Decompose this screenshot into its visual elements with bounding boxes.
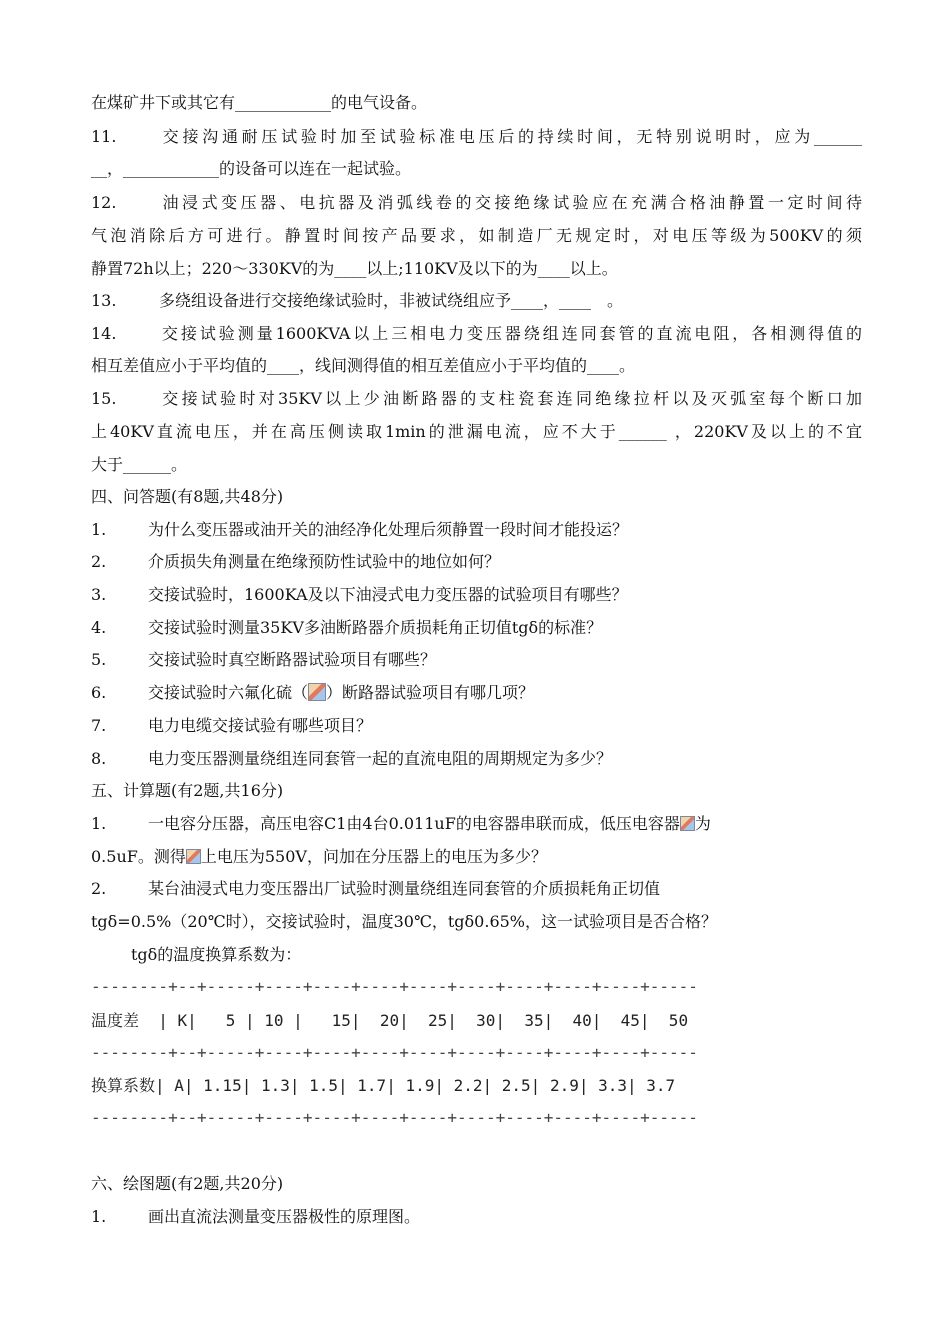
question-number: 14. [91,324,117,343]
table-separator: --------+--+-----+----+----+----+----+----+----+----+----+----- [91,977,698,996]
qa-question-2: 2. 介质损失角测量在绝缘预防性试验中的地位如何？ [91,552,501,571]
qa-question-8: 8. 电力变压器测量绕组连同套管一起的直流电阻的周期规定为多少？ [91,749,613,768]
question-15: 15. 交接试验时对35KV以上少油断路器的支柱瓷套连同绝缘拉杆以及灭弧室每个断口加 [91,389,862,408]
section-heading-drawing: 六、绘图题(有2题,共20分) [91,1174,284,1193]
text-line: 静置72h以上；220～330KV的为____以上;110KV及以下的为____以上。 [91,259,618,278]
text-line: 气泡消除后方可进行。静置时间按产品要求，如制造厂无规定时，对电压等级为500KV的须 [91,226,862,245]
question-number: 13. [91,291,117,310]
question-number: 1. [91,520,107,539]
section-heading-calc: 五、计算题(有2题,共16分) [91,781,284,800]
question-13: 13. 多绕组设备进行交接绝缘试验时，非被试绕组应予____，____ 。 [91,291,624,310]
question-number: 2. [91,879,107,898]
table-row-temperature: 温度差 | K| 5 | 10 | 15| 20| 25| 30| 35| 40| 45| 50 [91,1011,689,1030]
broken-image-icon [308,683,326,701]
calc-question-2: 2. 某台油浸式电力变压器出厂试验时测量绕组连同套管的介质损耗角正切值 [91,879,661,898]
question-number: 2. [91,552,107,571]
text-line: 相互差值应小于平均值的____，线间测得值的相互差值应小于平均值的____。 [91,356,636,375]
broken-image-icon [680,816,695,831]
question-number: 8. [91,749,107,768]
question-number: 5. [91,650,107,669]
section-heading-qa: 四、问答题(有8题,共48分) [91,487,284,506]
table-separator: --------+--+-----+----+----+----+----+----+----+----+----+----- [91,1043,698,1062]
text-line: 在煤矿井下或其它有____________的电气设备。 [91,93,428,112]
question-number: 7. [91,716,107,735]
question-12: 12. 油浸式变压器、电抗器及消弧线卷的交接绝缘试验应在充满合格油静置一定时间待 [91,193,862,212]
question-number: 6. [91,683,107,702]
question-14: 14. 交接试验测量1600KVA以上三相电力变压器绕组连同套管的直流电阻，各相测得值的 [91,324,862,343]
question-number: 4. [91,618,107,637]
table-separator: --------+--+-----+----+----+----+----+----+----+----+----+----- [91,1108,698,1127]
qa-question-1: 1. 为什么变压器或油开关的油经净化处理后须静置一段时间才能投运？ [91,520,629,539]
qa-question-6: 6. 交接试验时六氟化硫（ ）断路器试验项目有哪几项？ [91,683,535,702]
text-line: __，____________的设备可以连在一起试验。 [91,159,412,178]
text-line: tgδ=0.5%（20℃时），交接试验时，温度30℃，tgδ0.65%，这一试验项目是否合格？ [91,912,718,931]
text-line: 大于______。 [91,455,188,474]
question-number: 11. [91,127,117,146]
question-number: 12. [91,193,117,212]
qa-question-5: 5. 交接试验时真空断路器试验项目有哪些？ [91,650,437,669]
question-number: 1. [91,1207,107,1226]
question-number: 3. [91,585,107,604]
text-line: 上40KV直流电压，并在高压侧读取1min的泄漏电流，应不大于______ ，220KV及以上的不宜 [91,422,862,441]
question-number: 1. [91,814,107,833]
question-11: 11. 交接沟通耐压试验时加至试验标准电压后的持续时间，无特别说明时，应为______ [91,127,862,146]
qa-question-7: 7. 电力电缆交接试验有哪些项目？ [91,716,373,735]
qa-question-4: 4. 交接试验时测量35KV多油断路器介质损耗角正切值tgδ的标准？ [91,618,603,637]
text-line: 0.5uF。测得 上电压为550V，问加在分压器上的电压为多少？ [91,847,547,866]
qa-question-3: 3. 交接试验时，1600KA及以下油浸式电力变压器的试验项目有哪些？ [91,585,628,604]
question-number: 15. [91,389,117,408]
table-row-coefficient: 换算系数| A| 1.15| 1.3| 1.5| 1.7| 1.9| 2.2| 2.5| 2.9| 3.3| 3.7 [91,1076,676,1095]
broken-image-icon [186,849,201,864]
drawing-question-1: 1. 画出直流法测量变压器极性的原理图。 [91,1207,421,1226]
table-caption: tgδ的温度换算系数为： [131,945,302,964]
calc-question-1: 1. 一电容分压器，高压电容C1由4台0.011uF的电容器串联而成，低压电容器 为 [91,814,711,833]
